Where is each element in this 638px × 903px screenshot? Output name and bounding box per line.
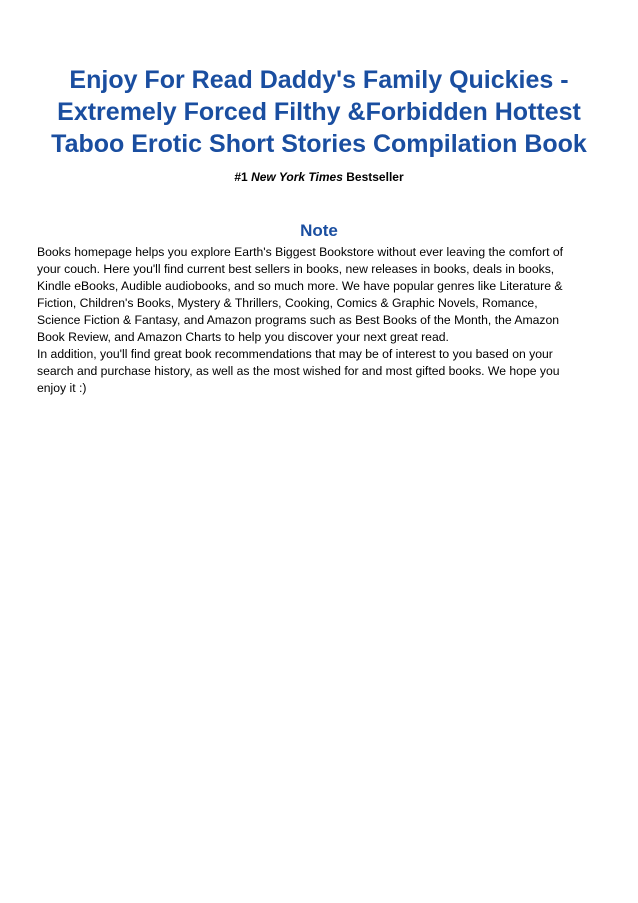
bestseller-rank: #1	[234, 170, 248, 184]
body-line: In addition, you'll find great book recommendations that may be of interest to you based on your	[37, 347, 553, 361]
book-title-line: Enjoy For Read Daddy's Family Quickies -	[69, 66, 569, 94]
body-line: Science Fiction & Fantasy, and Amazon programs such as Best Books of the Month, the Amazon	[37, 313, 560, 327]
bestseller-tagline	[0, 170, 638, 185]
body-line: search and purchase history, as well as the most wished for and most gifted books. We hope you	[37, 364, 560, 378]
bestseller-publication: New York Times	[251, 170, 343, 184]
note-heading: Note	[300, 221, 338, 240]
body-line: Book Review, and Amazon Charts to help you discover your next great read.	[37, 330, 449, 344]
body-line: Fiction, Children's Books, Mystery & Thrillers, Cooking, Comics & Graphic Novels, Romance,	[37, 296, 538, 310]
book-title-line: Taboo Erotic Short Stories Compilation Book	[51, 130, 587, 158]
bestseller-label: Bestseller	[346, 170, 404, 184]
body-line: Books homepage helps you explore Earth's Biggest Bookstore without ever leaving the comfort of	[37, 245, 564, 259]
body-line: your couch. Here you'll find current best sellers in books, new releases in books, deals in books,	[37, 262, 555, 276]
book-title-line: Extremely Forced Filthy &Forbidden Hottest	[57, 98, 581, 126]
body-line: Kindle eBooks, Audible audiobooks, and so much more. We have popular genres like Literature &	[37, 279, 563, 293]
note-body	[37, 244, 609, 397]
body-line: enjoy it :)	[37, 381, 87, 395]
book-title	[20, 64, 618, 160]
